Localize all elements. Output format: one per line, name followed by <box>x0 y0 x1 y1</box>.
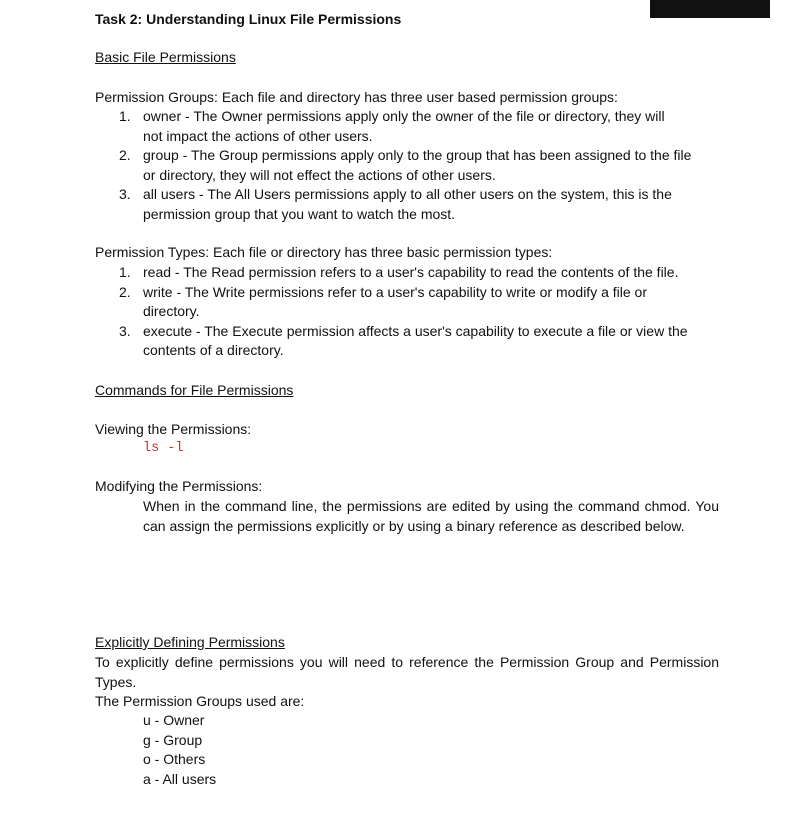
list-item-line: or directory, they will not effect the actions of other users. <box>143 167 496 183</box>
page-title: Task 2: Understanding Linux File Permissions <box>95 11 402 27</box>
permission-groups-intro: Permission Groups: Each file and directory has three user based permission groups: <box>95 89 618 105</box>
list-item-line: owner - The Owner permissions apply only the owner of the file or directory, they will <box>143 108 665 124</box>
list-item: o - Others <box>143 751 206 767</box>
section-heading-basic: Basic File Permissions <box>95 49 236 65</box>
list-number: 1. <box>119 264 131 280</box>
list-number: 2. <box>119 147 131 163</box>
list-item-line: write - The Write permissions refer to a user's capability to write or modify a file or <box>143 284 647 300</box>
list-item-line: not impact the actions of other users. <box>143 128 373 144</box>
list-item-line: all users - The All Users permissions apply to all other users on the system, this is the <box>143 186 672 202</box>
permission-types-intro: Permission Types: Each file or directory has three basic permission types: <box>95 244 553 260</box>
list-item-line: directory. <box>143 303 200 319</box>
section-heading-commands: Commands for File Permissions <box>95 382 294 398</box>
list-item-line: contents of a directory. <box>143 342 284 358</box>
list-item: g - Group <box>143 732 203 748</box>
viewing-command: ls -l <box>143 441 184 456</box>
list-item-line: group - The Group permissions apply only to the group that has been assigned to the file <box>143 147 692 163</box>
list-item: a - All users <box>143 771 217 787</box>
list-item-line: permission group that you want to watch the most. <box>143 206 456 222</box>
list-number: 3. <box>119 323 131 339</box>
modifying-permissions-text: When in the command line, the permissions are edited by using the command chmod. You can assign the permissions explicitly or by using a binary reference as described below. <box>143 498 719 534</box>
list-item-line: read - The Read permission refers to a user's capability to read the contents of the file. <box>143 264 679 280</box>
explicit-intro-text: To explicitly define permissions you will need to reference the Permission Group and Permission Types. <box>95 654 719 690</box>
list-item: u - Owner <box>143 712 205 728</box>
list-number: 3. <box>119 186 131 202</box>
viewing-permissions-label: Viewing the Permissions: <box>95 421 252 437</box>
modifying-permissions-label: Modifying the Permissions: <box>95 478 263 494</box>
permission-groups-used-label: The Permission Groups used are: <box>95 693 305 709</box>
list-number: 1. <box>119 108 131 124</box>
list-item-line: execute - The Execute permission affects a user's capability to execute a file or view the <box>143 323 688 339</box>
section-heading-explicit: Explicitly Defining Permissions <box>95 634 285 650</box>
list-number: 2. <box>119 284 131 300</box>
redaction-bar <box>650 0 770 18</box>
